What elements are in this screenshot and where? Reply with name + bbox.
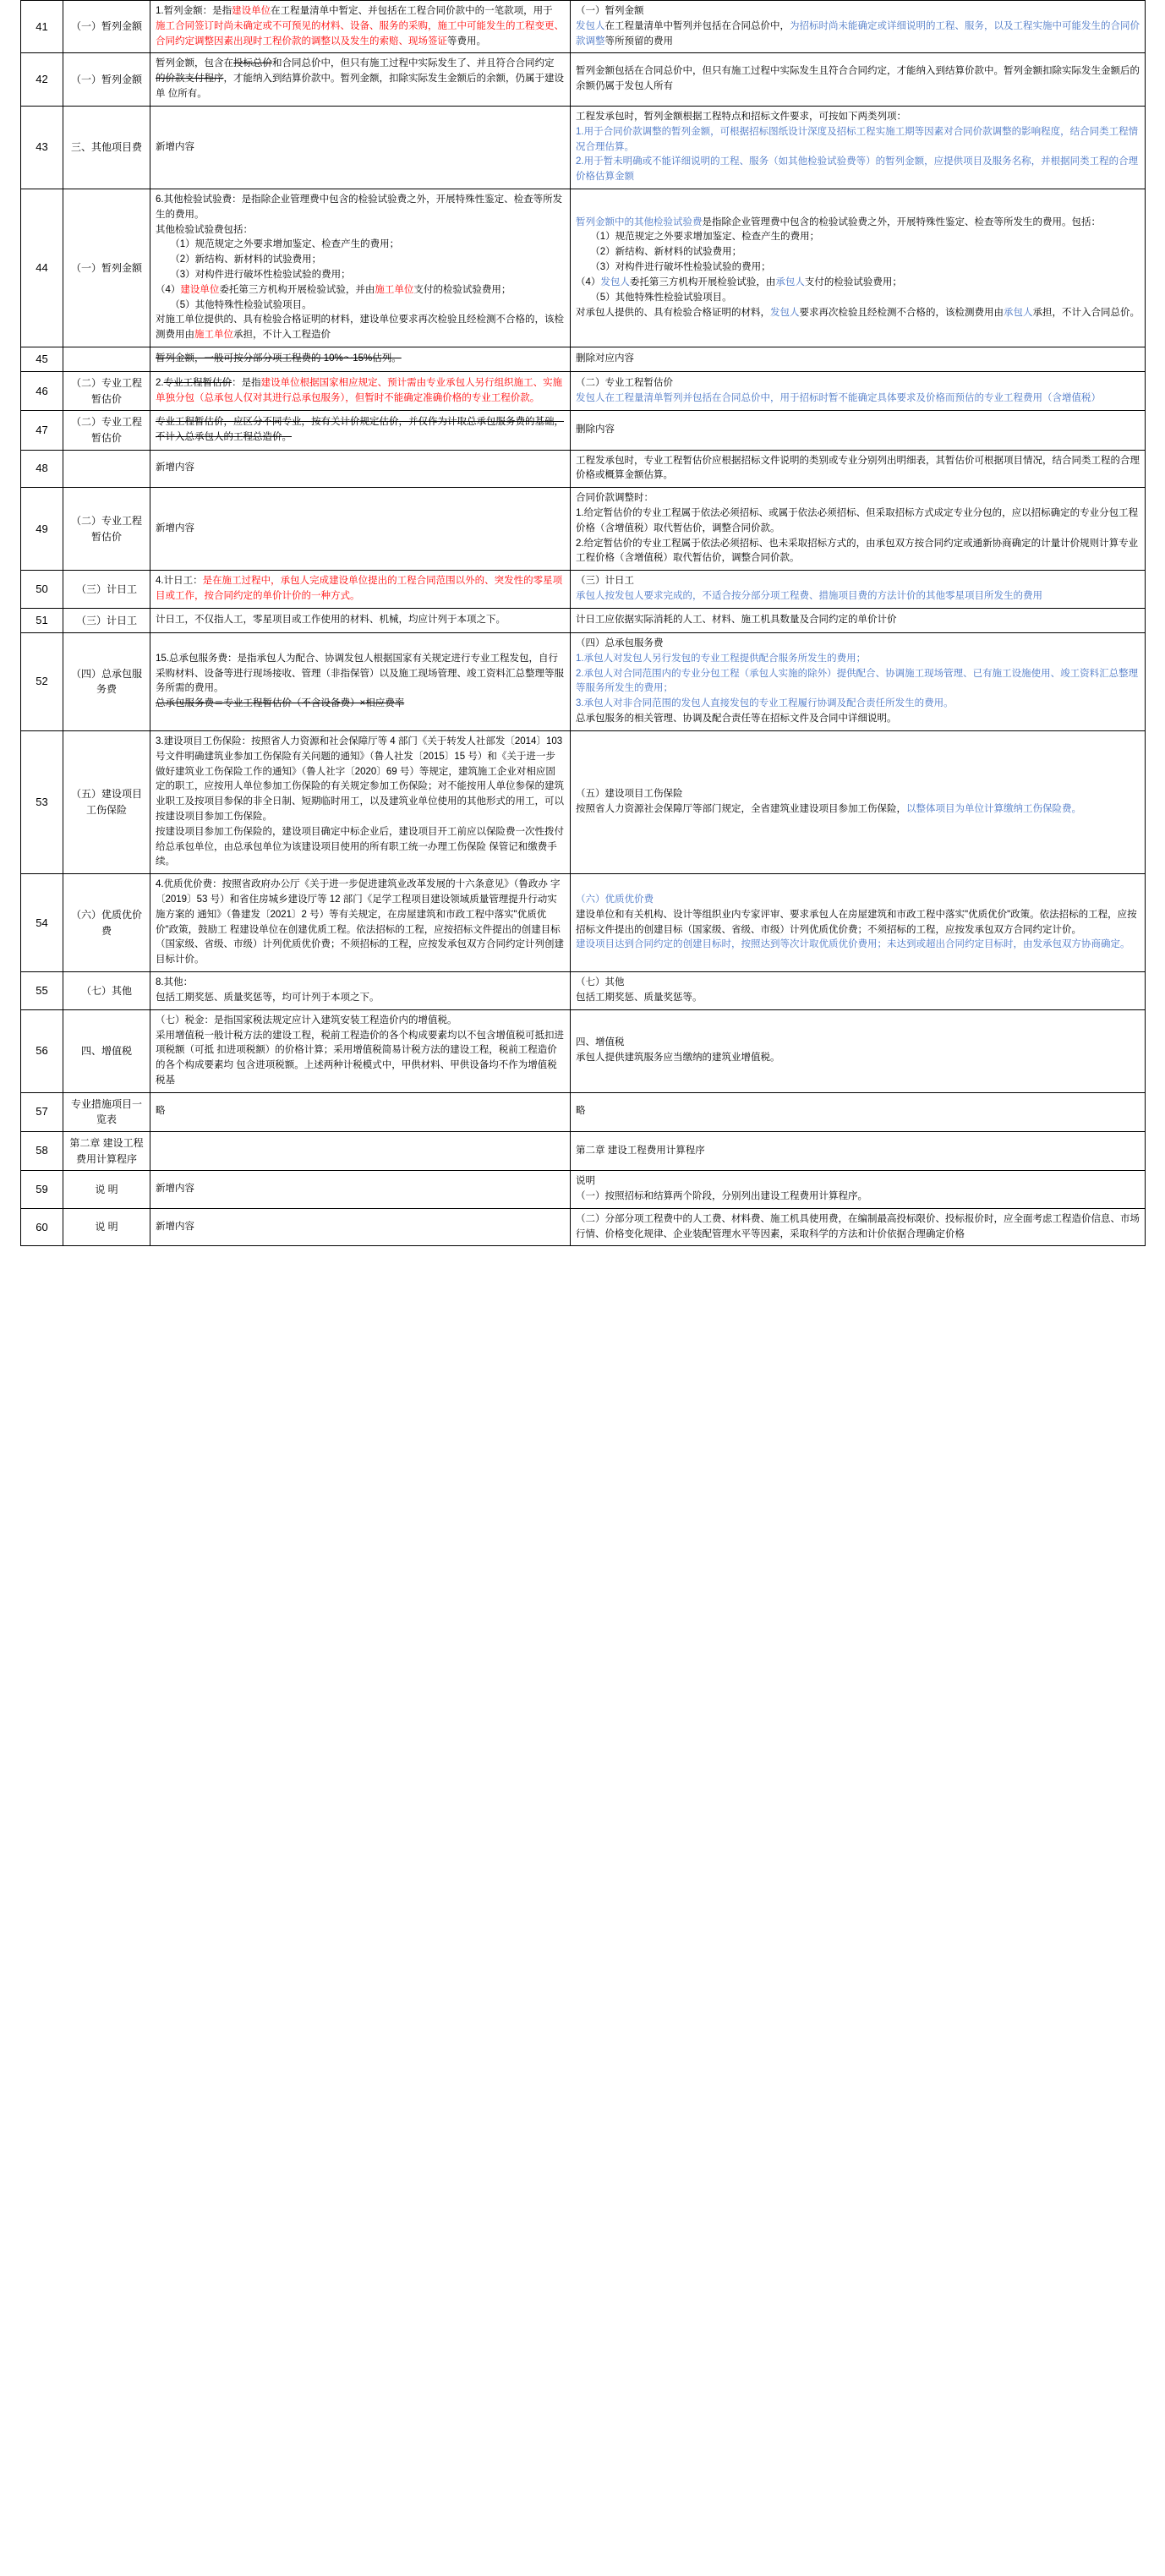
paragraph [156,268,565,283]
row-number-cell: 53 [21,730,63,873]
row-number-cell: 49 [21,488,63,571]
new-version-cell [571,1,1146,53]
row-number-cell: 50 [21,571,63,609]
row-number-cell: 46 [21,372,63,411]
old-version-cell [150,53,571,106]
paragraph [576,1190,1140,1205]
paragraph [576,893,1140,908]
text-run: （5）其他特殊性检验试验项目。 [590,292,732,303]
table-row [21,874,1146,972]
table-row [21,1171,1146,1209]
old-version-cell [150,1171,571,1209]
text-run: 承担，不计入工程造价 [233,330,331,341]
paragraph [576,291,1140,306]
paragraph [576,938,1140,953]
paragraph [156,976,565,991]
new-version-cell [571,411,1146,450]
old-version-cell [150,488,571,571]
new-version-cell [571,488,1146,571]
text-run: （五）建设项目工伤保险 [576,789,683,800]
table-row [21,571,1146,609]
text-run: 2.给定暂估价的专业工程属于依法必须招标、也未采取招标方式的，由承包双方按合同约定或通新协商确定的计量计价规则计算专业工程价格（含增值税）取代暂估价，调整合同价款。 [576,538,1139,564]
text-run: 建设单位根据国家相应规定、预计需由专业承包人另行组织施工、实施单独分包（总承包人仅对其进行总承包服务），但暂时不能确定准确价格的专业工程价款。 [156,377,563,403]
old-version-cell [150,1092,571,1131]
paragraph [576,391,1140,407]
paragraph [576,423,1140,438]
new-version-cell [571,53,1146,106]
paragraph [576,537,1140,567]
text-run: 承包人提供建筑服务应当缴纳的建筑业增值税。 [576,1053,780,1064]
text-run: 6.其他检验试验费：是指除企业管理费中包含的检验试验费之外，开展特殊性鉴定、检查等所发生的费用。 [156,194,563,220]
paragraph [576,976,1140,991]
paragraph [576,637,1140,652]
row-number-cell: 57 [21,1092,63,1131]
section-name-cell: （二）专业工程暂估价 [63,372,150,411]
new-version-cell [571,1092,1146,1131]
text-run: 3.建设项目工伤保险：按照省人力资源和社会保障厅等 4 部门《关于转发人社部发〔2014〕103 号文件明确建筑业参加工伤保险有关问题的通知》（鲁人社发〔2015〕15 号）和《关于进一步做好建筑业工伤保险工作的通知》（鲁人社字〔2020〕69 号）等规定，建筑施工企业对相应固定的职工，应按用人单位参加工伤保险的有关规定参加工伤保险；对不能按用人单位参保的建筑业职工及按项目参保的非全日制、短期临时用工，以及建筑业单位使用的其他形式的用工，可以按建设项目参加工伤保险。 [156,736,564,822]
text-run: 和合同总价中，但只有施工过程中实际发生了、并且符合合同约定 [272,58,555,69]
text-run: 的价款支付程序 [156,74,224,85]
table-row [21,106,1146,189]
row-number-cell: 44 [21,189,63,347]
paragraph [576,574,1140,589]
text-run: 15.总承包服务费：是指承包人为配合、协调发包人根据国家有关规定进行专业工程发包，自行采购材料、设备等进行现场接收、管理（非指保管）以及施工现场管理、竣工资料汇总整理等服务所需的费用。 [156,653,564,694]
table-row [21,1131,1146,1170]
row-number-cell: 47 [21,411,63,450]
text-run: （1）规范规定之外要求增加鉴定、检查产生的费用； [590,232,820,243]
row-number-cell: 51 [21,608,63,632]
old-version-cell [150,1131,571,1170]
old-version-cell [150,372,571,411]
section-name-cell: （五）建设项目工伤保险 [63,730,150,873]
text-run: （3）对构件进行破坏性检验试验的费用； [590,262,771,273]
text-run: 等费用。 [447,36,486,46]
text-run: （一）暂列金额 [576,6,644,16]
table-row [21,53,1146,106]
paragraph [156,313,565,343]
text-run: 8.其他： [156,977,194,988]
text-run: 施工单位 [194,330,233,341]
text-run: 第二章 建设工程费用计算程序 [576,1145,705,1156]
text-run: 承包人按发包人要求完成的，不适合按分部分项工程费、措施项目费的方法计价的其他零星项目所发生的费用 [576,591,1042,602]
section-name-cell: （二）专业工程暂估价 [63,411,150,450]
paragraph [576,1174,1140,1190]
paragraph [156,193,565,223]
text-run: 2.用于暂未明确或不能详细说明的工程、服务（如其他检验试验费等）的暂列金额，应提供项目及服务名称，并根据同类工程的合理价格估算金额 [576,156,1139,183]
new-version-cell [571,1208,1146,1246]
text-run: 包括工期奖惩、质量奖惩等。 [576,992,703,1003]
table-body [21,1,1146,1246]
paragraph [576,245,1140,260]
row-number-cell: 58 [21,1131,63,1170]
text-run: 建设单位 [232,6,271,16]
text-run: 新增内容 [156,1221,194,1232]
paragraph [576,589,1140,604]
paragraph [156,298,565,314]
table-row [21,972,1146,1010]
paragraph [156,613,565,628]
text-run: （1）规范规定之外要求增加鉴定、检查产生的费用； [170,239,400,250]
text-run: 包括工期奖惩、质量奖惩等，均可计列于本项之下。 [156,992,380,1003]
text-run: ，才能纳入到结算价款中。暂列金额，扣除实际发生金额后的余额，仍属于建设单 位所有。 [156,74,564,100]
text-run: （二）专业工程暂估价 [576,377,673,388]
paragraph [156,574,565,604]
new-version-cell [571,372,1146,411]
paragraph [156,140,565,156]
old-version-cell [150,106,571,189]
paragraph [156,1014,565,1029]
text-run: （三）计日工 [576,576,634,587]
section-name-cell: （三）计日工 [63,571,150,609]
text-run: 新增内容 [156,462,194,473]
text-run: 建设单位 [180,284,220,295]
text-run: （4） [156,284,181,295]
text-run: 计日工，不仅指人工，零星项目或工作使用的材料、机械，均应计列于本项之下。 [156,615,506,626]
text-run: 专业工程暂估价，应区分不同专业，按有关计价规定估价，并仅作为计取总承包服务费的基础，不计入总承包人的工程总造价。 [156,417,564,442]
paragraph [576,1212,1140,1243]
paragraph [576,110,1140,125]
row-number-cell: 52 [21,633,63,731]
paragraph [156,352,565,367]
paragraph [576,376,1140,391]
old-version-cell [150,1208,571,1246]
table-row [21,372,1146,411]
comparison-table-sheet [0,0,1165,1246]
table-row [21,1208,1146,1246]
row-number-cell: 48 [21,450,63,488]
new-version-cell [571,608,1146,632]
text-run: 建设单位和有关机构、设计等组织业内专家评审、要求承包人在房屋建筑和市政工程中落实"优质优价"政策。依法招标的工程，应按招标文件提出的创建目标（国家级、省级、市级）计列优质优价费；不须招标的工程，应按发承包双方合同约定计价。 [576,909,1137,935]
text-run: 4.优质优价费：按照省政府办公厅《关于进一步促进建筑业改革发展的十六条意见》（鲁政办 字〔2019〕53 号）和省住房城乡建设厅等 12 部门《足学工程项目建设领域质量管理提升行动实施方案的 通知》（鲁建发〔2021〕2 号）等有关规定，在房屋建筑和市政工程中落实"优质优价"政策，鼓励工 程建设单位在创建优质工程。依法招标的工程，应按招标文件提出的创建目标（国家级、省级、市级）计列优质优价费；不须招标的工程，应按发承包双方合同约定计列创建目标计价。 [156,879,564,965]
text-run: 四、增值税 [576,1037,625,1048]
row-number-cell: 42 [21,53,63,106]
section-name-cell: （一）暂列金额 [63,189,150,347]
text-run: 新增内容 [156,141,194,152]
text-run: 1.承包人对发包人另行发包的专业工程提供配合服务所发生的费用； [576,653,867,664]
paragraph [576,276,1140,291]
old-version-cell [150,411,571,450]
text-run: ：是指 [232,377,261,388]
text-run: 发包人在工程量清单暂列并包括在合同总价中，用于招标时暂不能确定具体要求及价格而预估的专业工程费用（含增值税） [576,392,1101,403]
new-version-cell [571,1131,1146,1170]
row-number-cell: 59 [21,1171,63,1209]
section-name-cell: 说 明 [63,1171,150,1209]
paragraph [156,461,565,476]
text-run: 是在施工过程中，承包人完成建设单位提出的工程合同范围以外的、突发性的零星项目或工作，按合同约定的单价计价的一种方式。 [156,576,563,602]
paragraph [156,415,565,446]
text-run: 建设项目达到合同约定的创建目标时，按照达到等次计取优质优价费用；未达到或超出合同约定目标时，由发承包双方协商确定。 [576,939,1130,950]
paragraph [156,253,565,268]
old-version-cell [150,633,571,731]
row-number-cell: 60 [21,1208,63,1246]
text-run: 施工单位 [375,284,414,295]
section-name-cell: （一）暂列金额 [63,1,150,53]
paragraph [576,64,1140,95]
text-run: 对承包人提供的、具有检验合格证明的材料， [576,307,770,318]
new-version-cell [571,106,1146,189]
revision-comparison-table [20,0,1146,1246]
text-run: 等所预留的费用 [604,36,673,46]
text-run: 4.计日工： [156,576,203,587]
old-version-cell [150,571,571,609]
text-run: 计日工应依据实际消耗的人工、材料、施工机具数量及合同约定的单价计价 [576,615,897,626]
section-name-cell [63,347,150,372]
row-number-cell: 55 [21,972,63,1010]
text-run: （七）税金：是指国家税法规定应计入建筑安装工程造价内的增值税。 [156,1015,457,1025]
old-version-cell [150,189,571,347]
paragraph [156,878,565,968]
paragraph [576,1144,1140,1159]
text-run: 删除内容 [576,424,615,435]
paragraph [156,825,565,870]
paragraph [156,1220,565,1235]
old-version-cell [150,1,571,53]
paragraph [156,57,565,101]
text-run: 略 [576,1106,586,1117]
text-run: 承包人 [1004,307,1033,318]
text-run: 工程发承包时，专业工程暂估价应根据招标文件说明的类别或专业分别列出明细表，其暂估价可根据项目情况，结合同类工程的合理价格或概算金额估算。 [576,455,1140,481]
paragraph [576,908,1140,938]
section-name-cell: 四、增值税 [63,1009,150,1092]
text-run: 为招标时尚未能确定或详细说明的工程、服务，以及工程实施中可能发生的合同价款调整 [576,20,1140,46]
section-name-cell: 说 明 [63,1208,150,1246]
section-name-cell: 专业措施项目一览表 [63,1092,150,1131]
new-version-cell [571,730,1146,873]
table-row [21,411,1146,450]
paragraph [576,306,1140,321]
text-run: （5）其他特殊性检验试验项目。 [170,299,312,310]
section-name-cell: （三）计日工 [63,608,150,632]
text-run: 采用增值税一般计税方法的建设工程，税前工程造价的各个构成要素均以不包含增值税可抵扣进项税额（可抵 扣进项税额）的价格计算；采用增值税简易计税方法的建设工程，税前工程造价的各个构成要素均 包含进项税额。上述两种计税模式中，甲供材料、甲供设备均不作为增值税税基 [156,1030,564,1086]
text-run: （七）其他 [576,977,625,988]
new-version-cell [571,450,1146,488]
paragraph [156,283,565,298]
text-run: 在工程量清单中暂列并包括在合同总价中， [604,20,790,31]
new-version-cell [571,1009,1146,1092]
text-run: 投标总价 [233,58,272,69]
row-number-cell: 56 [21,1009,63,1092]
row-number-cell: 43 [21,106,63,189]
paragraph [576,352,1140,367]
text-run: 其他检验试验费包括： [156,224,253,235]
paragraph [156,223,565,238]
new-version-cell [571,347,1146,372]
paragraph [576,667,1140,697]
old-version-cell [150,1009,571,1092]
section-name-cell: 第二章 建设工程费用计算程序 [63,1131,150,1170]
new-version-cell [571,972,1146,1010]
table-row [21,189,1146,347]
table-row [21,1,1146,53]
section-name-cell: （四）总承包服务费 [63,633,150,731]
section-name-cell: （六）优质优价费 [63,874,150,972]
paragraph [576,697,1140,712]
new-version-cell [571,189,1146,347]
text-run: 暂列金额，一般可按分部分项工程费的 10%～15%估列。 [156,353,402,364]
paragraph [576,652,1140,667]
row-number-cell: 45 [21,347,63,372]
text-run: 对施工单位提供的、具有检验合格证明的材料，建设单位要求再次检验且经检测不合格的，该检测费用由 [156,314,564,341]
paragraph [156,4,565,49]
paragraph [156,1104,565,1119]
paragraph [576,1036,1140,1051]
row-number-cell: 54 [21,874,63,972]
text-run: 说明 [576,1176,595,1187]
paragraph [156,652,565,697]
text-run: 要求再次检验且经检测不合格的，该检测费用由 [799,307,1004,318]
text-run: 略 [156,1106,166,1117]
text-run: （一）按照招标和结算两个阶段，分别列出建设工程费用计算程序。 [576,1190,867,1201]
text-run: 按建设项目参加工伤保险的，建设项目确定中标企业后，建设项目开工前应以保险费一次性拨付给总承包单位，由总承包单位为该建设项目使用的所有职工统一办理工伤保险 保管记和缴费手续。 [156,826,564,867]
old-version-cell [150,450,571,488]
table-row [21,633,1146,731]
paragraph [156,991,565,1006]
paragraph [576,260,1140,276]
paragraph [576,712,1140,727]
paragraph [576,491,1140,506]
text-run: 在工程量清单中暂定、并包括在工程合同价款中的一笔款项，用于 [271,6,553,16]
text-run: 是指除企业管理费中包含的检验试验费之外，开展特殊性鉴定、检查等所发生的费用。包括： [702,216,1101,227]
text-run: 删除对应内容 [576,353,634,364]
text-run: 委托第三方机构开展检验试验，并由 [219,284,375,295]
text-run: 3.承包人对非合同范围的发包人直接发包的专业工程履行协调及配合责任所发生的费用。 [576,698,954,709]
text-run: 以整体项目为单位计算缴纳工伤保险费。 [906,804,1081,815]
paragraph [576,4,1140,19]
text-run: 专业工程暂估价 [163,377,232,388]
table-row [21,1092,1146,1131]
text-run: （二）分部分项工程费中的人工费、材料费、施工机具使用费，在编制最高投标限价、投标报价时，应全面考虑工程造价信息、市场行情、价格变化规律、企业装配管理水平等因素，采取科学的方法和计价依据合理确定价格 [576,1213,1140,1239]
text-run: 2. [156,377,164,388]
new-version-cell [571,874,1146,972]
text-run: 新增内容 [156,522,194,533]
text-run: 支付的检验试验费用； [804,276,902,287]
table-row [21,730,1146,873]
text-run: （4） [576,276,601,287]
old-version-cell [150,730,571,873]
old-version-cell [150,972,571,1010]
text-run: 承包人 [775,276,805,287]
text-run: （2）新结构、新材料的试验费用； [590,247,742,258]
text-run: 施工合同签订时尚未确定或不可预见的材料、设备、服务的采购，施工中可能发生的工程变更、合同约定调整因素出现时工程价款的调整以及发生的索赔、现场签证 [156,20,564,46]
text-run: 暂列金额，包含在 [156,58,233,69]
old-version-cell [150,608,571,632]
text-run: 2.承包人对合同范围内的专业分包工程（承包人实施的除外）提供配合、协调施工现场管理、已有施工设施使用、竣工资料汇总整理等服务所发生的费用； [576,668,1139,694]
new-version-cell [571,571,1146,609]
paragraph [576,613,1140,628]
text-run: （3）对构件进行破坏性检验试验的费用； [170,270,351,280]
text-run: 承担，不计入合同总价。 [1032,307,1140,318]
section-name-cell [63,450,150,488]
text-run: （四）总承包服务费 [576,638,664,649]
table-row [21,488,1146,571]
paragraph [576,506,1140,537]
section-name-cell: （七）其他 [63,972,150,1010]
paragraph [156,697,565,712]
text-run: （六）优质优价费 [576,894,654,905]
paragraph [156,1182,565,1197]
text-run: 1.用于合同价款调整的暂列金额，可根据招标图纸设计深度及招标工程实施工期等因素对合同价款调整的影响程度，结合同类工程情况合理估算。 [576,126,1139,152]
paragraph [156,522,565,537]
paragraph [576,125,1140,156]
text-run: （2）新结构、新材料的试验费用； [170,254,322,265]
table-row [21,608,1146,632]
text-run: 工程发承包时，暂列金额根据工程特点和招标文件要求，可按如下两类列项： [576,111,906,122]
paragraph [576,216,1140,231]
table-row [21,450,1146,488]
paragraph [576,802,1140,818]
text-run: 总承包服务的相关管理、协调及配合责任等在招标文件及合同中详细说明。 [576,714,897,725]
paragraph [576,1104,1140,1119]
text-run: 1.给定暂估价的专业工程属于依法必须招标、或属于依法必须招标、但采取招标方式成定专业分包的，应以招标确定的专业分包工程价格（含增值税）取代暂估价，调整合同价款。 [576,508,1139,533]
paragraph [576,155,1140,185]
text-run: 合同价款调整时： [576,493,654,504]
text-run: 暂列金额中的其他检验试验费 [576,216,703,227]
table-row [21,347,1146,372]
text-run: 按照省人力资源社会保障厅等部门规定，全省建筑业建设项目参加工伤保险， [576,804,906,815]
old-version-cell [150,347,571,372]
section-name-cell: 三、其他项目费 [63,106,150,189]
new-version-cell [571,633,1146,731]
old-version-cell [150,874,571,972]
text-run: 1.暂列金额：是指 [156,6,232,16]
section-name-cell: （一）暂列金额 [63,53,150,106]
table-row [21,1009,1146,1092]
paragraph [156,238,565,253]
text-run: 委托第三方机构开展检验试验，由 [629,276,776,287]
text-run: 发包人 [770,307,800,318]
paragraph [576,1051,1140,1066]
paragraph [576,230,1140,245]
paragraph [156,376,565,407]
text-run: 新增内容 [156,1184,194,1195]
row-number-cell: 41 [21,1,63,53]
paragraph [156,735,565,825]
text-run: 发包人 [600,276,630,287]
paragraph [156,1029,565,1089]
text-run: 暂列金额包括在合同总价中，但只有施工过程中实际发生且符合合同约定，才能纳入到结算价款中。暂列金额扣除实际发生金额后的余额仍属于发包人所有 [576,66,1140,92]
paragraph [576,787,1140,802]
text-run: 发包人 [576,20,605,31]
text-run: 总承包服务费＝专业工程暂估价（不含设备费）×相应费率 [156,698,405,709]
paragraph [576,19,1140,50]
section-name-cell: （二）专业工程暂估价 [63,488,150,571]
text-run: 支付的检验试验费用； [413,284,511,295]
new-version-cell [571,1171,1146,1209]
paragraph [576,454,1140,484]
paragraph [576,991,1140,1006]
